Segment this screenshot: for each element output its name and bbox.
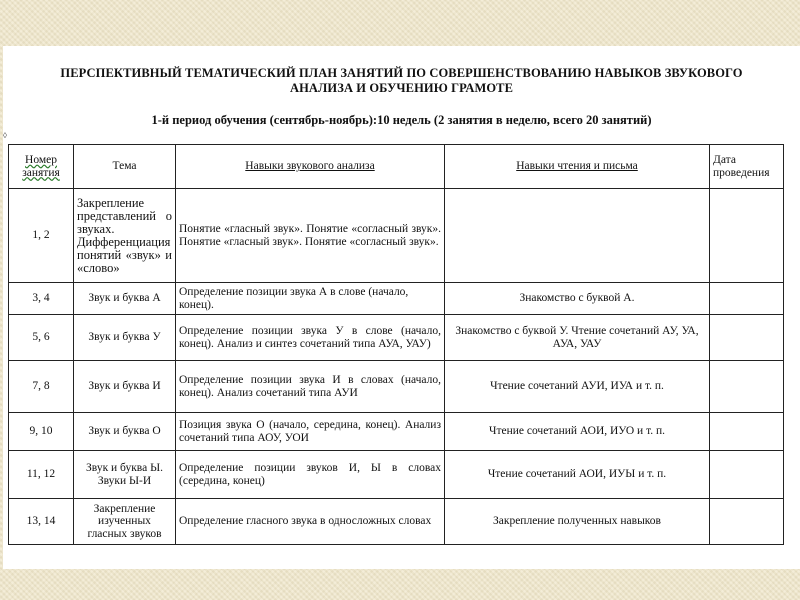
cell-topic: Звук и буква И — [74, 361, 176, 413]
cell-date — [710, 499, 784, 545]
cell-number: 5, 6 — [9, 315, 74, 361]
header-date: Дата проведения — [710, 145, 784, 189]
cell-analysis: Позиция звука О (начало, середина, конец). Анализ сочетаний типа АОУ, УОИ — [176, 413, 445, 451]
cell-reading — [445, 189, 710, 283]
cell-date — [710, 451, 784, 499]
cell-topic: Звук и буква Ы. Звуки Ы-И — [74, 451, 176, 499]
cell-analysis: Определение гласного звука в односложных словах — [176, 499, 445, 545]
cell-topic: Звук и буква У — [74, 315, 176, 361]
document-title — [23, 66, 780, 96]
period-subtitle: 1-й период обучения (сентябрь-ноябрь):10 недель (2 занятия в неделю, всего 20 занятий) — [151, 113, 652, 127]
cell-reading: Закрепление полученных навыков — [445, 499, 710, 545]
cell-analysis: Определение позиции звуков И, Ы в словах (середина, конец) — [176, 451, 445, 499]
cell-topic: Звук и буква А — [74, 283, 176, 315]
header-analysis: Навыки звукового анализа — [176, 145, 445, 189]
cell-number: 1, 2 — [9, 189, 74, 283]
table-row — [9, 451, 784, 499]
document-page — [3, 46, 800, 569]
cell-reading: Чтение сочетаний АОИ, ИУО и т. п. — [445, 413, 710, 451]
cell-number: 3, 4 — [9, 283, 74, 315]
cell-reading: Чтение сочетаний АОИ, ИУЫ и т. п. — [445, 451, 710, 499]
cell-topic: Закрепление изученных гласных звуков — [74, 499, 176, 545]
cell-analysis: Определение позиции звука И в словах (начало, конец). Анализ сочетаний типа АУИ — [176, 361, 445, 413]
cell-topic: Звук и буква О — [74, 413, 176, 451]
table-row — [9, 283, 784, 315]
cell-number: 11, 12 — [9, 451, 74, 499]
cell-number: 13, 14 — [9, 499, 74, 545]
cell-date — [710, 283, 784, 315]
cell-date — [710, 189, 784, 283]
table-row — [9, 315, 784, 361]
cell-reading: Знакомство с буквой У. Чтение сочетаний АУ, УА, АУА, УАУ — [445, 315, 710, 361]
cell-number: 7, 8 — [9, 361, 74, 413]
header-reading: Навыки чтения и письма — [445, 145, 710, 189]
cell-date — [710, 315, 784, 361]
cell-topic: Закрепление представлений о звуках. Дифференциация понятий «звук» и «слово» — [74, 189, 176, 283]
table-header-row — [9, 145, 784, 189]
cell-date — [710, 413, 784, 451]
table-row — [9, 189, 784, 283]
table-row — [9, 499, 784, 545]
cell-date — [710, 361, 784, 413]
cell-number: 9, 10 — [9, 413, 74, 451]
title-line-2: АНАЛИЗА И ОБУЧЕНИЮ ГРАМОТЕ — [289, 81, 514, 95]
plan-table — [8, 144, 784, 545]
title-line-1: ПЕРСПЕКТИВНЫЙ ТЕМАТИЧЕСКИЙ ПЛАН ЗАНЯТИЙ ПО СОВЕРШЕНСТВОВАНИЮ НАВЫКОВ ЗВУКОВОГО — [60, 66, 743, 80]
table-row — [9, 413, 784, 451]
header-number: Номер занятия — [9, 145, 74, 189]
cell-reading: Чтение сочетаний АУИ, ИУА и т. п. — [445, 361, 710, 413]
cell-analysis: Определение позиции звука А в слове (начало, конец). — [176, 283, 445, 315]
table-row — [9, 361, 784, 413]
paragraph-marker-icon: ◊ — [3, 131, 7, 140]
header-topic: Тема — [74, 145, 176, 189]
cell-analysis: Определение позиции звука У в слове (начало, конец). Анализ и синтез сочетаний типа АУА, УАУ) — [176, 315, 445, 361]
cell-analysis: Понятие «гласный звук». Понятие «согласный звук». Понятие «гласный звук». Понятие «согласный звук». — [176, 189, 445, 283]
cell-reading: Знакомство с буквой А. — [445, 283, 710, 315]
